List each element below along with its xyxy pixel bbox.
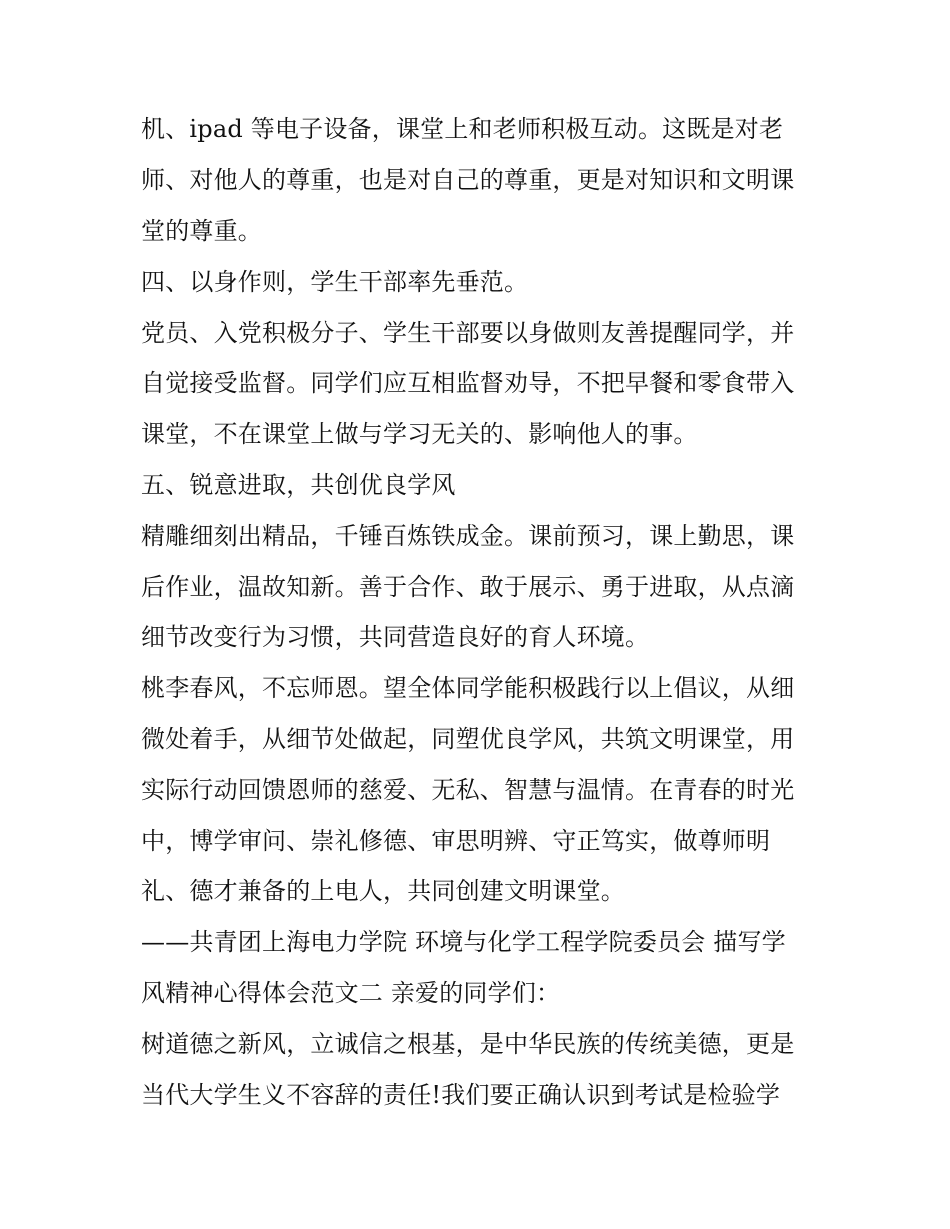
text-line: 中，博学审问、崇礼修德、审思明辨、守正笃实，做尊师明 — [141, 827, 771, 855]
text-line: 实际行动回馈恩师的慈爱、无私、智慧与温情。在青春的时光 — [141, 776, 795, 804]
text-line: 机、ipad 等电子设备，课堂上和老师积极互动。这既是对老 — [141, 115, 784, 143]
text-line: 细节改变行为习惯，共同营造良好的育人环境。 — [141, 623, 650, 651]
text-line: 后作业，温故知新。善于合作、敢于展示、勇于进取，从点滴 — [141, 573, 795, 601]
section-heading: 四、以身作则，学生干部率先垂范。 — [141, 268, 529, 296]
text-line: 课堂，不在课堂上做与学习无关的、影响他人的事。 — [141, 420, 698, 448]
text-line: 桃李春风，不忘师恩。望全体同学能积极践行以上倡议，从细 — [141, 674, 795, 702]
section-heading: 五、锐意进取，共创优良学风 — [141, 471, 456, 499]
text-line: 师、对他人的尊重，也是对自己的尊重，更是对知识和文明课 — [141, 166, 795, 194]
text-line: 风精神心得体会范文二 亲爱的同学们： — [141, 979, 561, 1007]
text-line: ——共青团上海电力学院 环境与化学工程学院委员会 描写学 — [141, 928, 786, 956]
text-line: 礼、德才兼备的上电人，共同创建文明课堂。 — [141, 877, 625, 905]
text-line: 党员、入党积极分子、学生干部要以身做则友善提醒同学，并 — [141, 319, 795, 347]
text-line: 堂的尊重。 — [141, 217, 262, 245]
text-line: 当代大学生义不容辞的责任!我们要正确认识到考试是检验学 — [141, 1081, 781, 1109]
text-line: 树道德之新风，立诚信之根基，是中华民族的传统美德，更是 — [141, 1030, 795, 1058]
text-line: 精雕细刻出精品，千锤百炼铁成金。课前预习，课上勤思，课 — [141, 522, 795, 550]
text-line: 自觉接受监督。同学们应互相监督劝导，不把早餐和零食带入 — [141, 369, 795, 397]
text-line: 微处着手，从细节处做起，同塑优良学风，共筑文明课堂，用 — [141, 725, 795, 753]
